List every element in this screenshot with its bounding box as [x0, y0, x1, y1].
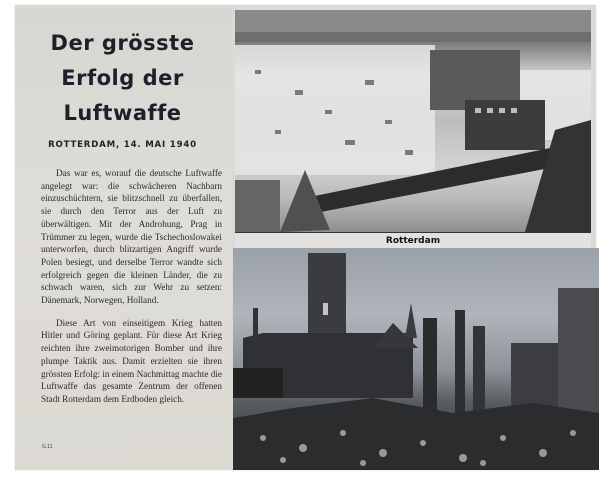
- photo-aerial-rotterdam: [235, 10, 591, 232]
- paragraph-1: Das war es, worauf die deutsche Luftwaffe angelegt war: die schwächeren Nachbarn einzuschüchtern, sie blitzschnell zu überfallen, sie durch den Terror aus der Luft zu überwältigen. Mit der Androhung, Prag in Trümmer zu legen, wurde die Tschechoslowakei unterworfen, durch blitzartigen Angriff wurde Polen besiegt, und derselbe Terror wandte sich erfolgreich gegen die kleinen Länder, die zu schwach waren, sich zur Wehr zu setzen: Dänemark, Norwegen, Holland.: [41, 168, 222, 306]
- headline-line-3: Luftwaffe: [63, 101, 182, 125]
- headline-line-2: Erfolg der: [61, 66, 184, 90]
- article-body: [41, 167, 222, 416]
- headline: [20, 26, 225, 131]
- print-code: G.11: [42, 444, 53, 450]
- dateline: ROTTERDAM, 14. MAI 1940: [48, 140, 197, 150]
- headline-line-1: Der grösste: [50, 31, 195, 55]
- paragraph-2: Diese Art von einseitigem Krieg hatten Hitler und Göring geplant. Für diese Art Krieg reichten ihre zweimotorigen Bomber und ihre plumpe Taktik aus. Damit erzielten sie ihren grössten Erfolg: in einem Nachmittag machte die Luftwaffe das gesamte Zentrum der offenen Stadt Rotterdam dem Erdboden gleich.: [41, 317, 222, 404]
- photo-caption: Rotterdam: [235, 232, 591, 250]
- photo-ruined-church: [233, 248, 599, 470]
